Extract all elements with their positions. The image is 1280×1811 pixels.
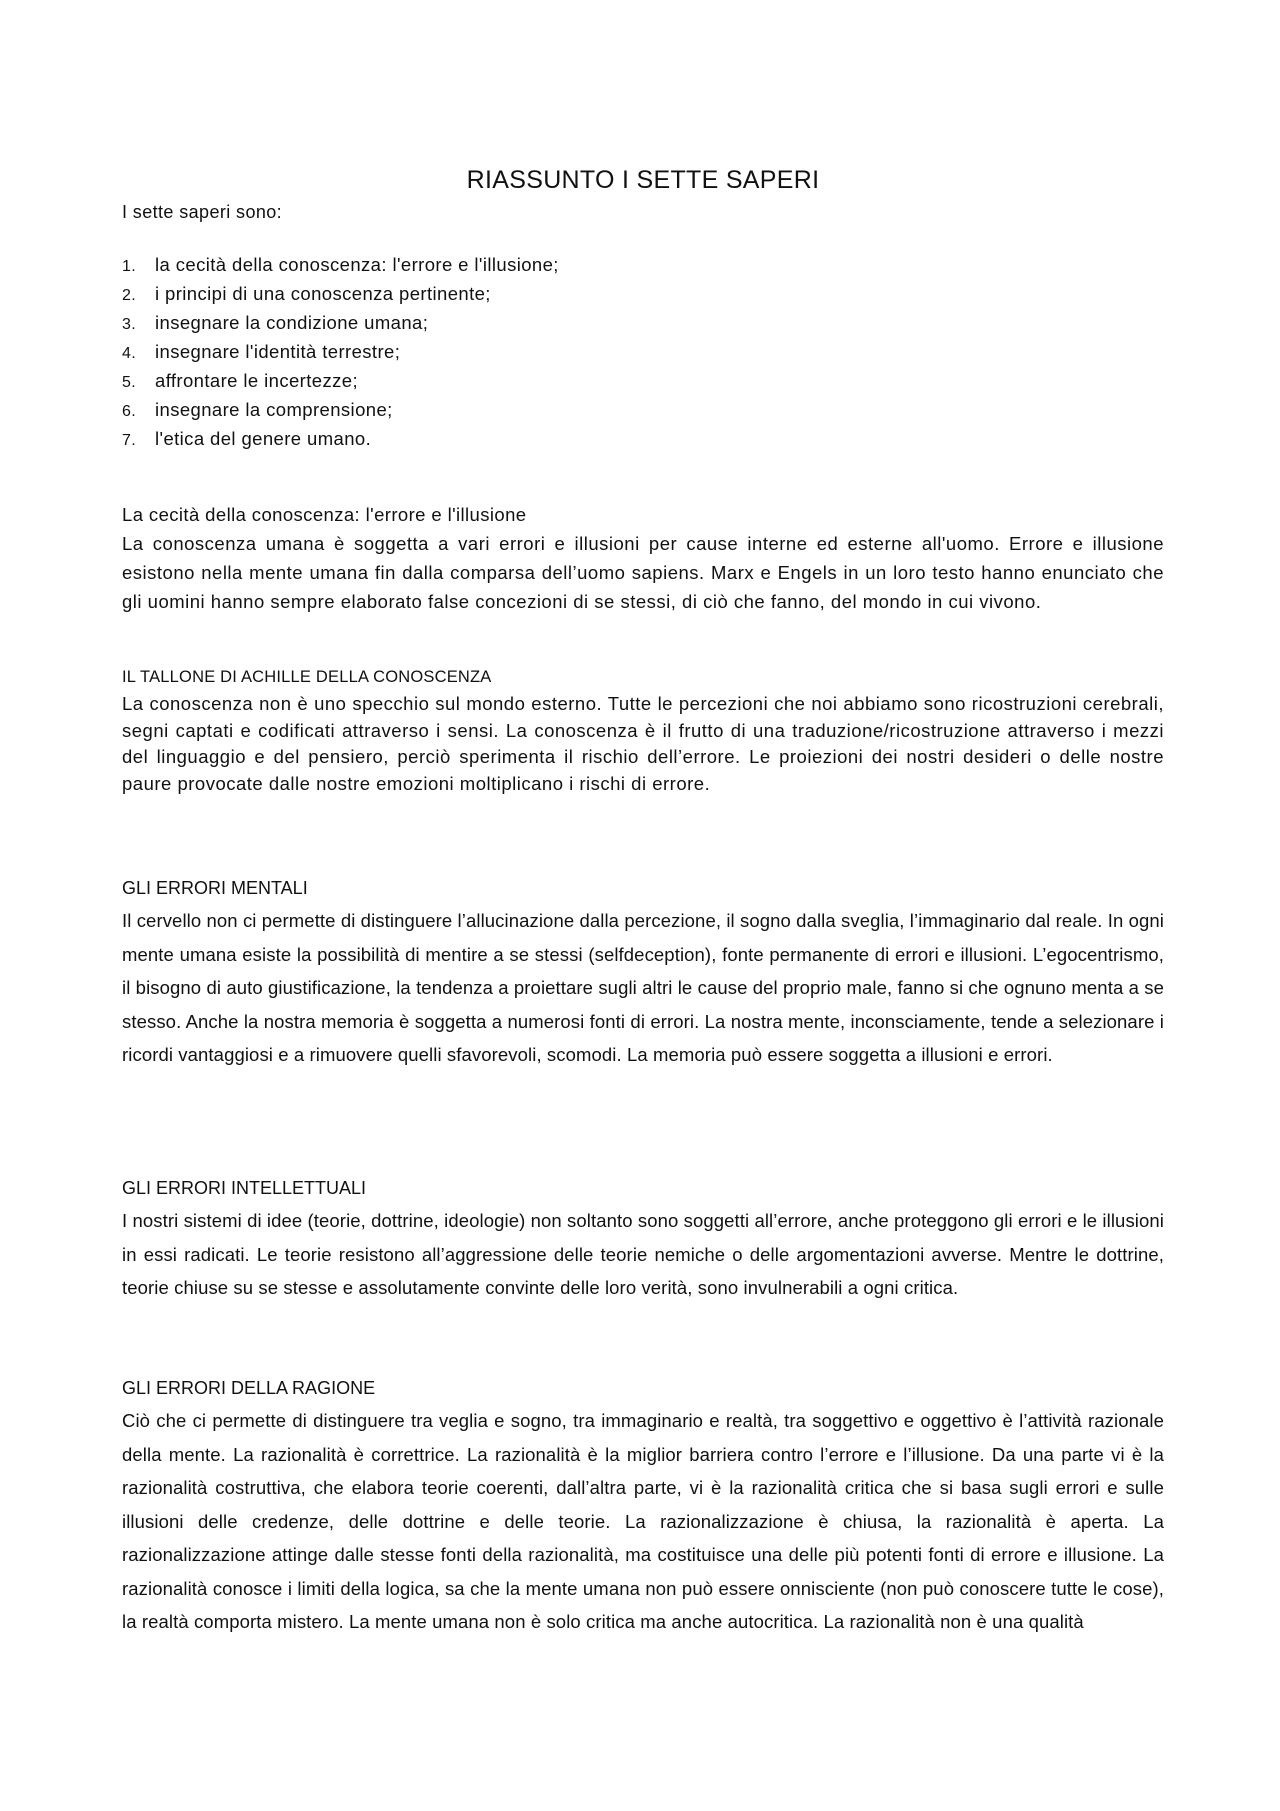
list-number: 5. bbox=[122, 374, 137, 391]
list-item-text: i principi di una conoscenza pertinente; bbox=[155, 283, 491, 304]
document-title: RIASSUNTO I SETTE SAPERI bbox=[466, 166, 820, 194]
list-number: 4. bbox=[122, 345, 137, 362]
list-number: 6. bbox=[122, 403, 137, 420]
section-body: La conoscenza umana è soggetta a vari errori e illusioni per cause interne ed esterne all'uomo. Errore e illusione esistono nella mente umana fin dalla comparsa dell’uomo sapiens. Marx e Engels in un loro testo hanno enunciato che gli uomini hanno sempre elaborato false concezioni di se stessi, di ciò che fanno, del mondo in cui vivono. bbox=[122, 533, 1164, 612]
section-heading: GLI ERRORI INTELLETTUALI bbox=[122, 1178, 367, 1198]
list-item bbox=[122, 308, 559, 337]
list-item bbox=[122, 366, 559, 395]
section-heading: GLI ERRORI MENTALI bbox=[122, 878, 308, 898]
list-item bbox=[122, 424, 559, 453]
section-body: Ciò che ci permette di distinguere tra veglia e sogno, tra immaginario e realtà, tra soggettivo e oggettivo è l’attività razionale della mente. La razionalità è correttrice. La razionalità è la miglior barriera contro l’errore e l’illusione. Da una parte vi è la razionalità costruttiva, che elabora teorie coerenti, dall’altra parte, vi è la razionalità critica che si basa sugli errori e sulle illusioni delle credenze, delle dottrine e delle teorie. La razionalizzazione è chiusa, la razionalità è aperta. La razionalizzazione attinge dalle stesse fonti della razionalità, ma costituisce una delle più potenti fonti di errore e illusione. La razionalità conosce i limiti della logica, sa che la mente umana non può essere onnisciente (non può conoscere tutte le cose), la realtà comporta mistero. La mente umana non è solo critica ma anche autocritica. La razionalità non è una qualità bbox=[122, 1410, 1164, 1632]
list-item-text: insegnare l'identità terrestre; bbox=[155, 341, 401, 362]
list-item-text: la cecità della conoscenza: l'errore e l'illusione; bbox=[155, 254, 559, 275]
saperi-list bbox=[122, 250, 559, 453]
section-heading: IL TALLONE DI ACHILLE DELLA CONOSCENZA bbox=[122, 668, 492, 686]
list-item-text: insegnare la comprensione; bbox=[155, 399, 393, 420]
section-body: Il cervello non ci permette di distinguere l’allucinazione dalla percezione, il sogno dalla sveglia, l’immaginario dal reale. In ogni mente umana esiste la possibilità di mentire a se stessi (selfdeception), fonte permanente di errori e illusioni. L’egocentrismo, il bisogno di auto giustificazione, la tendenza a proiettare sugli altri le cause del proprio male, fanno si che ognuno menta a se stesso. Anche la nostra memoria è soggetta a numerosi fonti di errori. La nostra mente, inconsciamente, tende a selezionare i ricordi vantaggiosi e a rimuovere quelli sfavorevoli, scomodi. La memoria può essere soggetta a illusioni e errori. bbox=[122, 910, 1164, 1065]
list-item bbox=[122, 279, 559, 308]
list-number: 1. bbox=[122, 258, 137, 275]
list-item-text: affrontare le incertezze; bbox=[155, 370, 358, 391]
list-item-text: l'etica del genere umano. bbox=[155, 428, 372, 449]
list-item bbox=[122, 337, 559, 366]
list-number: 3. bbox=[122, 316, 137, 333]
section-errori-ragione bbox=[122, 1372, 1164, 1639]
list-number: 2. bbox=[122, 287, 137, 304]
intro-text: I sette saperi sono: bbox=[122, 202, 283, 222]
section-heading: La cecità della conoscenza: l'errore e l'illusione bbox=[122, 504, 527, 525]
list-item bbox=[122, 395, 559, 424]
list-item-text: insegnare la condizione umana; bbox=[155, 312, 429, 333]
section-errori-mentali bbox=[122, 872, 1164, 1072]
section-tallone bbox=[122, 664, 1164, 797]
section-heading: GLI ERRORI DELLA RAGIONE bbox=[122, 1378, 376, 1398]
list-number: 7. bbox=[122, 432, 137, 449]
section-cecita bbox=[122, 500, 1164, 616]
section-errori-intellettuali bbox=[122, 1172, 1164, 1305]
section-body: I nostri sistemi di idee (teorie, dottrine, ideologie) non soltanto sono soggetti all’errore, anche proteggono gli errori e le illusioni in essi radicati. Le teorie resistono all’aggressione delle teorie nemiche o delle argomentazioni avverse. Mentre le dottrine, teorie chiuse su se stesse e assolutamente convinte delle loro verità, sono invulnerabili a ogni critica. bbox=[122, 1210, 1164, 1298]
section-body: La conoscenza non è uno specchio sul mondo esterno. Tutte le percezioni che noi abbiamo sono ricostruzioni cerebrali, segni captati e codificati attraverso i sensi. La conoscenza è il frutto di una traduzione/ricostruzione attraverso i mezzi del linguaggio e del pensiero, perciò sperimenta il rischio dell’errore. Le proiezioni dei nostri desideri o delle nostre paure provocate dalle nostre emozioni moltiplicano i rischi di errore. bbox=[122, 693, 1164, 794]
list-item bbox=[122, 250, 559, 279]
